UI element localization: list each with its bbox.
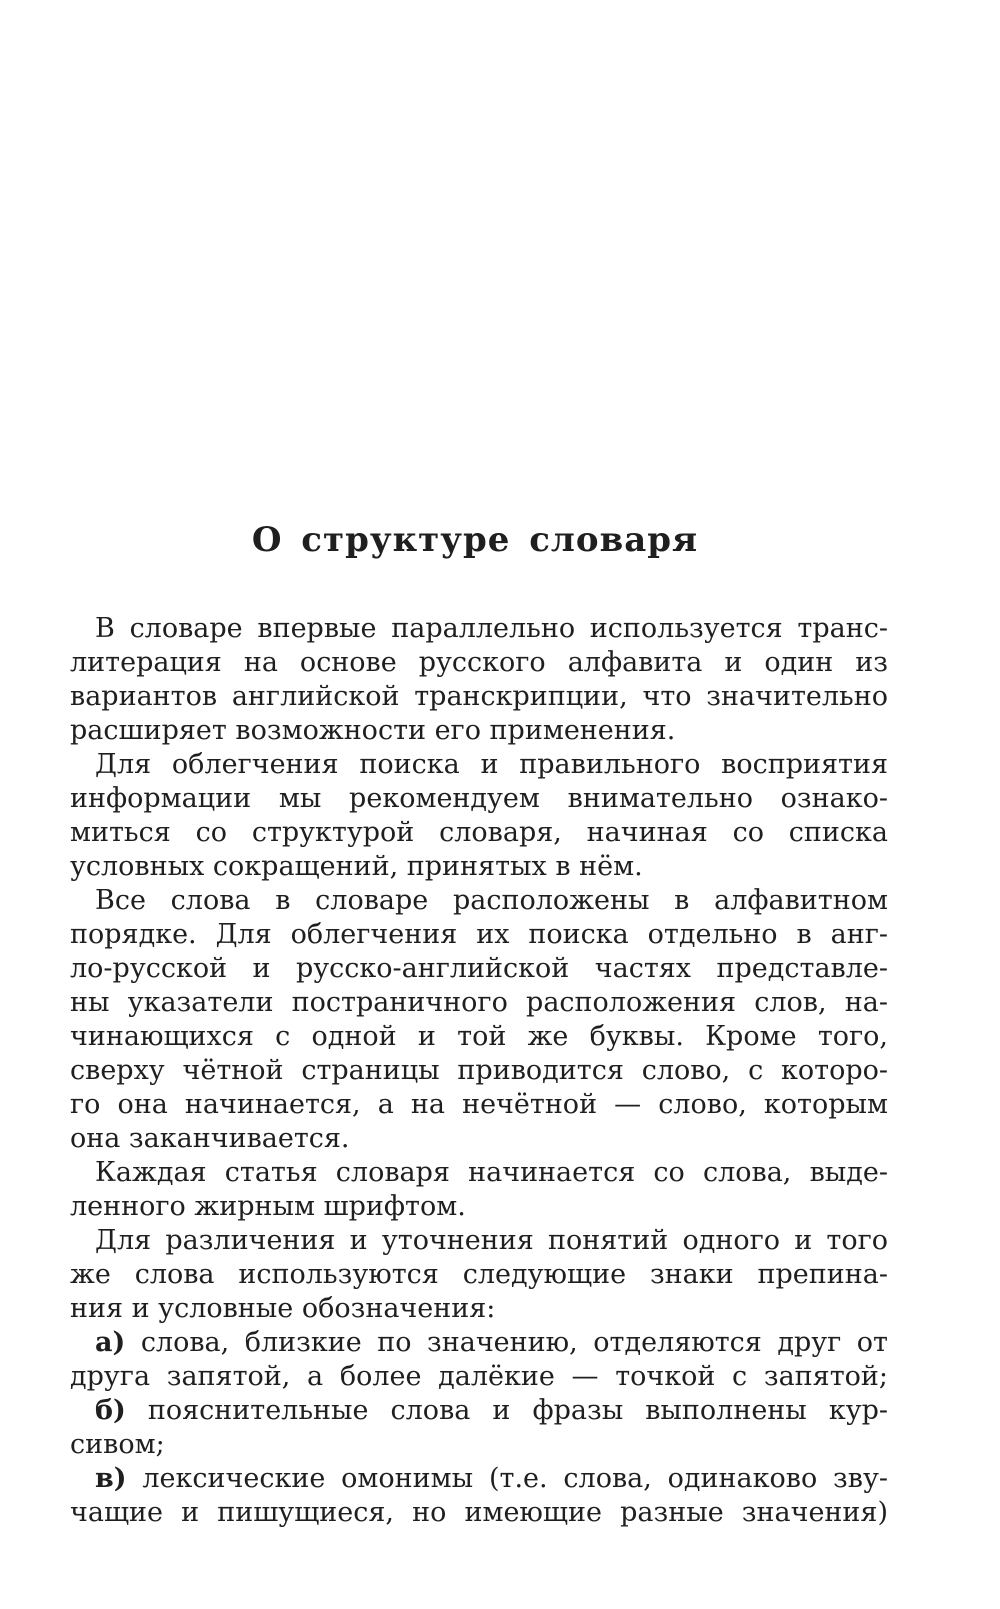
- text-line: вариантов английской транскрипции, что значительно: [70, 681, 888, 712]
- text-line: условных сокращений, принятых в нём.: [70, 851, 643, 882]
- list-item-text: слова, близкие по значению, отделяются друг от: [140, 1327, 888, 1358]
- text-line: ны указатели постраничного расположения слов, на-: [70, 987, 888, 1018]
- text-line: сивом;: [70, 1429, 165, 1460]
- text-line: ло-русской и русско-английской частях представле-: [70, 953, 888, 984]
- text-line: расширяет возможности его применения.: [70, 715, 676, 746]
- list-item-text: пояснительные слова и фразы выполнены кур-: [147, 1395, 889, 1426]
- text-line: ленного жирным шрифтом.: [70, 1191, 466, 1222]
- text-line: друга запятой, а более далёкие — точкой с запятой;: [70, 1361, 888, 1392]
- list-item-v-line-1: [70, 1462, 888, 1496]
- list-item-text: лексические омонимы (т.е. слова, одинаково зву-: [142, 1463, 888, 1494]
- list-marker-v: в): [95, 1463, 127, 1494]
- text-line: ния и условные обозначения:: [70, 1293, 496, 1324]
- text-line: чащие и пишущиеся, но имеющие разные значения): [70, 1497, 888, 1528]
- page-title: О структуре словаря: [251, 520, 699, 560]
- text-line: Для различения и уточнения понятий одного и того: [95, 1225, 888, 1256]
- list-marker-a: а): [95, 1327, 126, 1358]
- text-line: информации мы рекомендуем внимательно ознако-: [70, 783, 888, 814]
- list-marker-b: б): [95, 1395, 126, 1426]
- text-line: литерация на основе русского алфавита и один из: [70, 647, 888, 678]
- text-line: го она начинается, а на нечётной — слово, которым: [70, 1089, 888, 1120]
- text-line: Все слова в словаре расположены в алфавитном: [95, 885, 888, 916]
- text-line: Каждая статья словаря начинается со слова, выде-: [95, 1157, 888, 1188]
- text-line: же слова используются следующие знаки препина-: [70, 1259, 888, 1290]
- text-line: порядке. Для облегчения их поиска отдельно в анг-: [70, 919, 888, 950]
- body-text: [70, 612, 888, 1530]
- text-line: она заканчивается.: [70, 1123, 350, 1154]
- text-line: миться со структурой словаря, начиная со списка: [70, 817, 888, 848]
- text-line: В словаре впервые параллельно используется транс-: [95, 613, 888, 644]
- list-item-b-line-1: [70, 1394, 888, 1428]
- list-item-a-line-1: [70, 1326, 888, 1360]
- text-line: сверху чётной страницы приводится слово, с которо-: [70, 1055, 888, 1086]
- text-line: чинающихся с одной и той же буквы. Кроме того,: [70, 1021, 888, 1052]
- text-line: Для облегчения поиска и правильного восприятия: [95, 749, 888, 780]
